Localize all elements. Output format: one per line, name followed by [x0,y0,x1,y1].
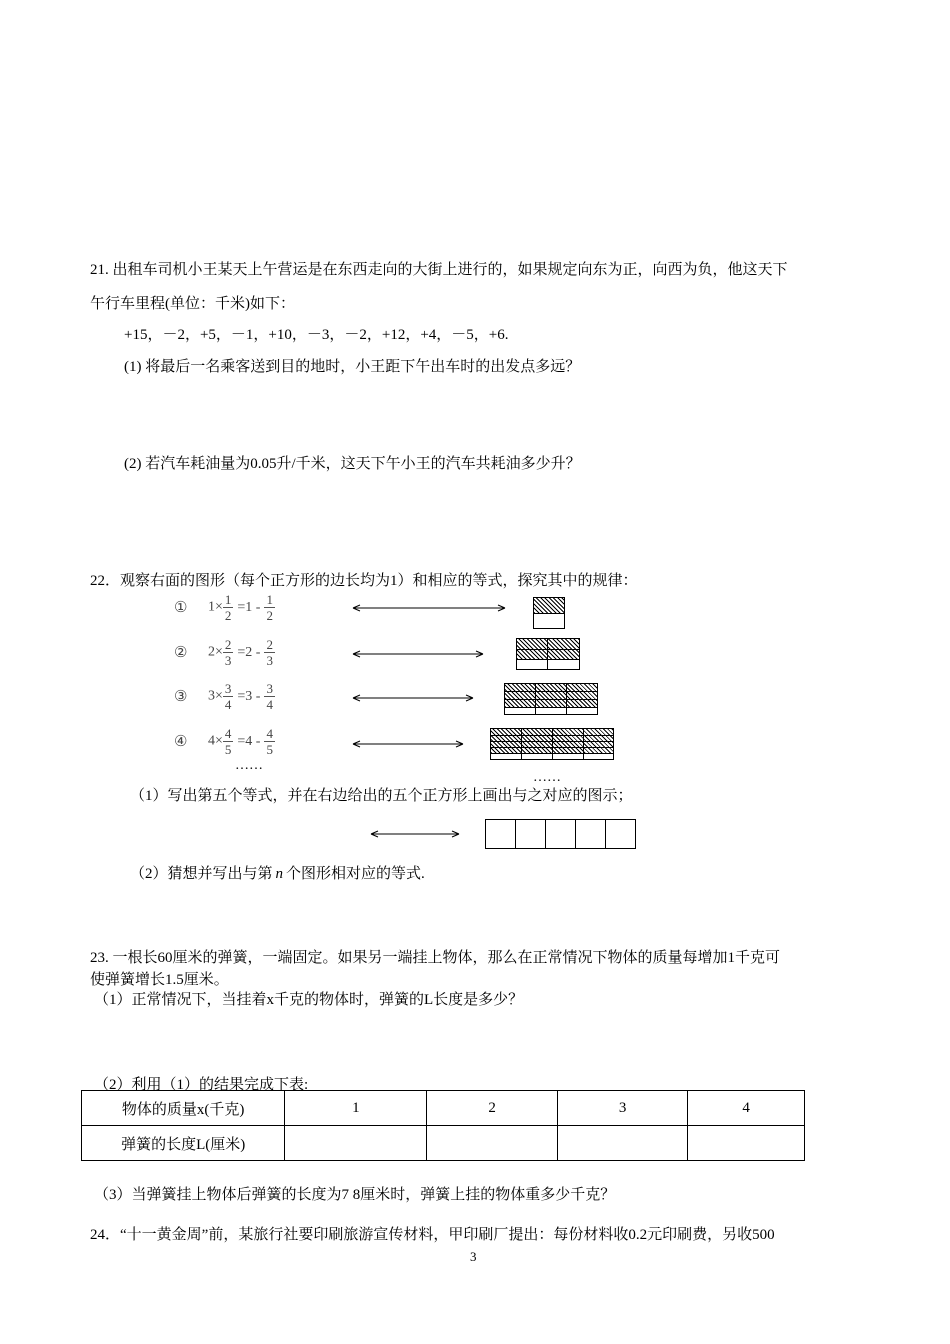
q22-part2-post: 个图形相对应的等式. [286,866,425,882]
q21-part1: (1) 将最后一名乘客送到目的地时，小王距下午出车时的出发点多远？ [124,359,581,375]
double-arrow-2 [350,649,486,659]
figure-5-empty-squares[interactable] [485,819,636,849]
figure-4-squares [490,728,614,760]
equation-fraction: $\frac{1}{2}$ [224,592,232,623]
double-arrow-4 [350,739,466,749]
equation-1 [174,592,275,623]
page-number: 3 [470,1249,477,1264]
table-cell: 2 [427,1091,557,1126]
equation-fraction-2: $\frac{2}{3}$ [266,637,273,668]
equation-fraction-2: $\frac{4}{5}$ [266,726,273,757]
q22-dots-left: …… [235,758,263,773]
double-arrow-1 [350,603,508,613]
q22-part1: （1）写出第五个等式，并在右边给出的五个正方形上画出与之对应的图示； [130,788,633,804]
equation-3 [174,681,275,712]
q23-part2: （2）利用（1）的结果完成下表: [94,1077,309,1093]
table-cell: 1 [285,1091,427,1126]
q21-data: +15，－2，+5，－1，+10，－3，－2，+12，+4，－5，+6. [124,327,509,343]
equation-fraction: $\frac{3}{4}$ [224,681,232,712]
q22-part2 [130,862,425,883]
q21-line1: 21. 出租车司机小王某天上午营运是在东西走向的大街上进行的，如果规定向东为正，向西为负，他这天下 [90,262,788,278]
equation-mid: =3 - [237,688,261,704]
equation-fraction-2: $\frac{3}{4}$ [266,681,273,712]
q23-part3: （3）当弹簧挂上物体后弹簧的长度为7 8厘米时，弹簧上挂的物体重多少千克？ [94,1187,616,1203]
table-cell-blank[interactable] [427,1126,557,1161]
q21-part2: (2) 若汽车耗油量为0.05升/千米，这天下午小王的汽车共耗油多少升？ [124,456,581,472]
equation-fraction: $\frac{2}{3}$ [224,637,232,668]
double-arrow-5 [368,829,462,839]
q23-line1: 23. 一根长60厘米的弹簧，一端固定。如果另一端挂上物体，那么在正常情况下物体的质量每增加1千克可 [90,950,781,966]
q22-dots-right: …… [533,770,561,785]
equation-coef: 1× [208,599,223,615]
equation-marker: ① [174,600,188,616]
equation-coef: 3× [208,688,223,704]
equation-marker: ② [174,645,188,661]
equation-mid: =1 - [237,599,261,615]
table-row [82,1091,805,1126]
equation-coef: 4× [208,733,223,749]
equation-fraction: $\frac{4}{5}$ [224,726,232,757]
q23-line2: 使弹簧增长1.5厘米。 [90,972,229,988]
equation-mid: =4 - [237,733,261,749]
q22-part2-n: n [275,866,284,882]
q22-intro: 22．观察右面的图形（每个正方形的边长均为1）和相应的等式，探究其中的规律： [90,573,638,589]
q22-part2-pre: （2）猜想并写出与第 [130,866,273,882]
equation-4 [174,726,275,757]
equation-mid: =2 - [237,644,261,660]
figure-1-square [533,597,565,629]
table-cell: 3 [557,1091,687,1126]
table-cell-label: 物体的质量x(千克) [82,1091,285,1126]
table-row [82,1126,805,1161]
equation-fraction-2: $\frac{1}{2}$ [266,592,273,623]
table-cell-blank[interactable] [557,1126,687,1161]
q21-line2: 午行车里程(单位：千米)如下： [90,296,295,312]
table-cell-blank[interactable] [285,1126,427,1161]
equation-coef: 2× [208,644,223,660]
figure-1-shaded [534,598,564,614]
q24-line1: 24．“十一黄金周”前，某旅行社要印刷旅游宣传材料，甲印刷厂提出：每份材料收0.2元印刷费，另收500 [90,1227,775,1243]
table-cell-label: 弹簧的长度L(厘米) [82,1126,285,1161]
q23-part1: （1）正常情况下，当挂着x千克的物体时，弹簧的L长度是多少？ [94,992,524,1008]
equation-marker: ③ [174,689,188,705]
figure-3-squares [504,683,598,715]
figure-2-squares [516,638,580,670]
q23-table [81,1090,805,1161]
table-cell: 4 [688,1091,805,1126]
equation-marker: ④ [174,734,188,750]
double-arrow-3 [350,693,476,703]
equation-2 [174,637,275,668]
table-cell-blank[interactable] [688,1126,805,1161]
